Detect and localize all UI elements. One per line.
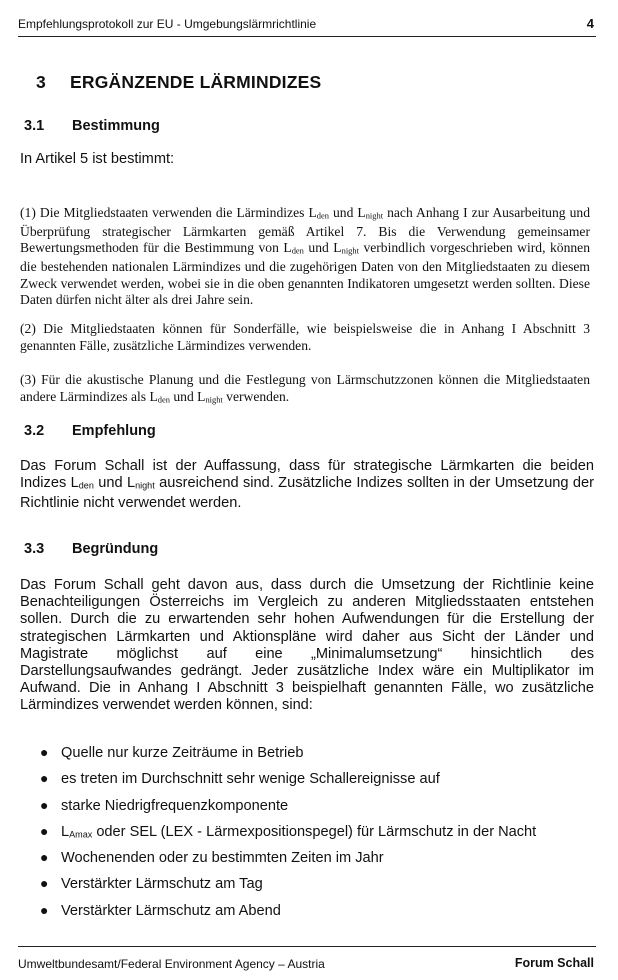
list-item (40, 849, 536, 875)
bullet-icon: ● (40, 744, 49, 760)
list-item (40, 902, 536, 928)
subsection-heading-begruendung (24, 541, 158, 557)
index-letter: L (149, 388, 158, 404)
subsection-number: 3.1 (24, 118, 45, 134)
list-item (40, 744, 536, 770)
article-paragraph-3 (20, 372, 590, 407)
article-paragraph-2: (2) Die Mitgliedstaaten können für Sonderfälle, wie beispielsweise die in Anhang I Abschnitt 3 genannten Fälle, zusätzliche Lärmindizes verwenden. (20, 321, 590, 353)
index-subscript: den (78, 480, 94, 491)
page-header (18, 14, 596, 37)
cases-list (40, 744, 536, 928)
index-letter: L (197, 388, 206, 404)
list-item-text: Quelle nur kurze Zeiträume in Betrieb (61, 745, 304, 761)
footer-agency: Umweltbundesamt/Federal Environment Agency – Austria (18, 957, 325, 971)
subsection-number: 3.2 (24, 423, 45, 439)
list-item-text: Verstärkter Lärmschutz am Abend (61, 902, 281, 919)
index-letter: L (333, 240, 342, 256)
index-subscript: den (316, 210, 329, 221)
text-run: ausreichend sind. Zusätzliche Indizes sollten in der Umsetzung der Richtlinie nicht verwendet werden. (20, 475, 595, 511)
page-number: 4 (586, 16, 594, 31)
text-run: verbindlich vorgeschrieben wird, können die bestehenden nationalen Lärmindizes und die zugehörigen Daten von den Mitgliedstaaten zu diesem Zweck verwendet werden, wobei sie in die oben genannten Indikatoren umgesetzt werden sollten. Diese Daten dürfen nicht älter als drei Jahre sein. (20, 240, 590, 308)
text-run: und (169, 388, 198, 404)
bullet-icon: ● (40, 849, 49, 866)
subsection-number: 3.3 (24, 541, 45, 557)
text-run: nach Anhang I zur Ausarbeitung und Überprüfung strategischer Lärmkarten gemäß Artikel 7. Bis die Verwendung gemeinsamer Bewertungsmethoden für die Bestimmung von (20, 205, 590, 256)
list-item-text: Verstärkter Lärmschutz am Tag (61, 876, 263, 893)
text-run: Das Forum Schall ist der Auffassung, dass für strategische Lärmkarten die beiden Indizes (20, 458, 594, 492)
subsection-title: Bestimmung (72, 118, 160, 134)
text-run: und (93, 475, 127, 492)
index-letter: L (61, 823, 70, 840)
list-item-text: es treten im Durchschnitt sehr wenige Schallereignisse auf (61, 771, 440, 788)
index-letter: L (283, 240, 292, 256)
text-run: und (328, 205, 358, 220)
index-subscript: night (341, 245, 359, 256)
bullet-icon: ● (40, 796, 49, 813)
index-subscript: night (205, 393, 223, 404)
list-item-text: starke Niedrigfrequenzkomponente (61, 797, 289, 814)
bullet-icon: ● (40, 822, 49, 839)
subsection-title: Empfehlung (72, 423, 156, 439)
list-item (40, 875, 536, 901)
index-subscript: Amax (69, 829, 93, 840)
article-paragraph-1 (20, 205, 590, 309)
bullet-icon: ● (40, 875, 49, 892)
list-item (40, 770, 536, 796)
index-subscript: night (135, 480, 155, 491)
index-letter: L (126, 475, 136, 492)
justification-paragraph: Das Forum Schall geht davon aus, dass durch die Umsetzung der Richtlinie keine Benachteiligungen Österreichs im Vergleich zu anderen Mitgliedsstaaten entstehen sollen. Durch die zu erwartenden sehr hohen Aufwendungen für die Erstellung der strategischen Lärmkarten und Aktionspläne wird daher aus Sicht der Länder und Magistrate möglichst auf eine „Minimalumsetzung“ hinsichtlich des Darstellungsaufwandes gedrängt. Jeder zusätzliche Index wäre ein Multiplikator im Aufwand. Die in Anhang I Abschnitt 3 beispielhaft genannten Fälle, wo zusätzliche Lärmindizes verwendet werden können, sind: (20, 577, 594, 714)
subsection-heading-empfehlung (24, 423, 156, 439)
index-subscript: den (291, 245, 304, 256)
recommendation-paragraph (20, 458, 594, 512)
list-item-text: oder SEL (LEX - Lärmexpositionspegel) für Lärmschutz in der Nacht (92, 823, 537, 840)
text-run: (1) Die Mitgliedstaaten verwenden die Lärmindizes (20, 205, 309, 220)
index-letter: L (357, 205, 366, 220)
section-number: 3 (36, 72, 46, 92)
subsection-heading-bestimmung (24, 118, 160, 134)
section-title: ERGÄNZENDE LÄRMINDIZES (70, 72, 322, 92)
page-footer (18, 946, 596, 971)
list-item-text: Wochenenden oder zu bestimmten Zeiten im Jahr (61, 850, 384, 867)
section-heading (36, 72, 321, 93)
index-letter: L (70, 475, 79, 492)
text-run: (3) Für die akustische Planung und die Festlegung von Lärmschutzzonen können die Mitgliedstaaten andere Lärmindizes als (20, 372, 590, 404)
intro-text: In Artikel 5 ist bestimmt: (20, 151, 175, 167)
list-item (40, 797, 536, 823)
text-run: und (303, 240, 334, 256)
index-subscript: night (365, 210, 384, 221)
bullet-icon: ● (40, 901, 49, 918)
list-item (40, 823, 536, 849)
text-run: verwenden. (222, 388, 290, 404)
footer-forum: Forum Schall (514, 956, 594, 970)
index-subscript: den (157, 393, 170, 404)
header-title: Empfehlungsprotokoll zur EU - Umgebungslärmrichtlinie (18, 17, 317, 31)
index-letter: L (308, 205, 317, 220)
subsection-title: Begründung (72, 541, 159, 557)
bullet-icon: ● (40, 770, 49, 787)
